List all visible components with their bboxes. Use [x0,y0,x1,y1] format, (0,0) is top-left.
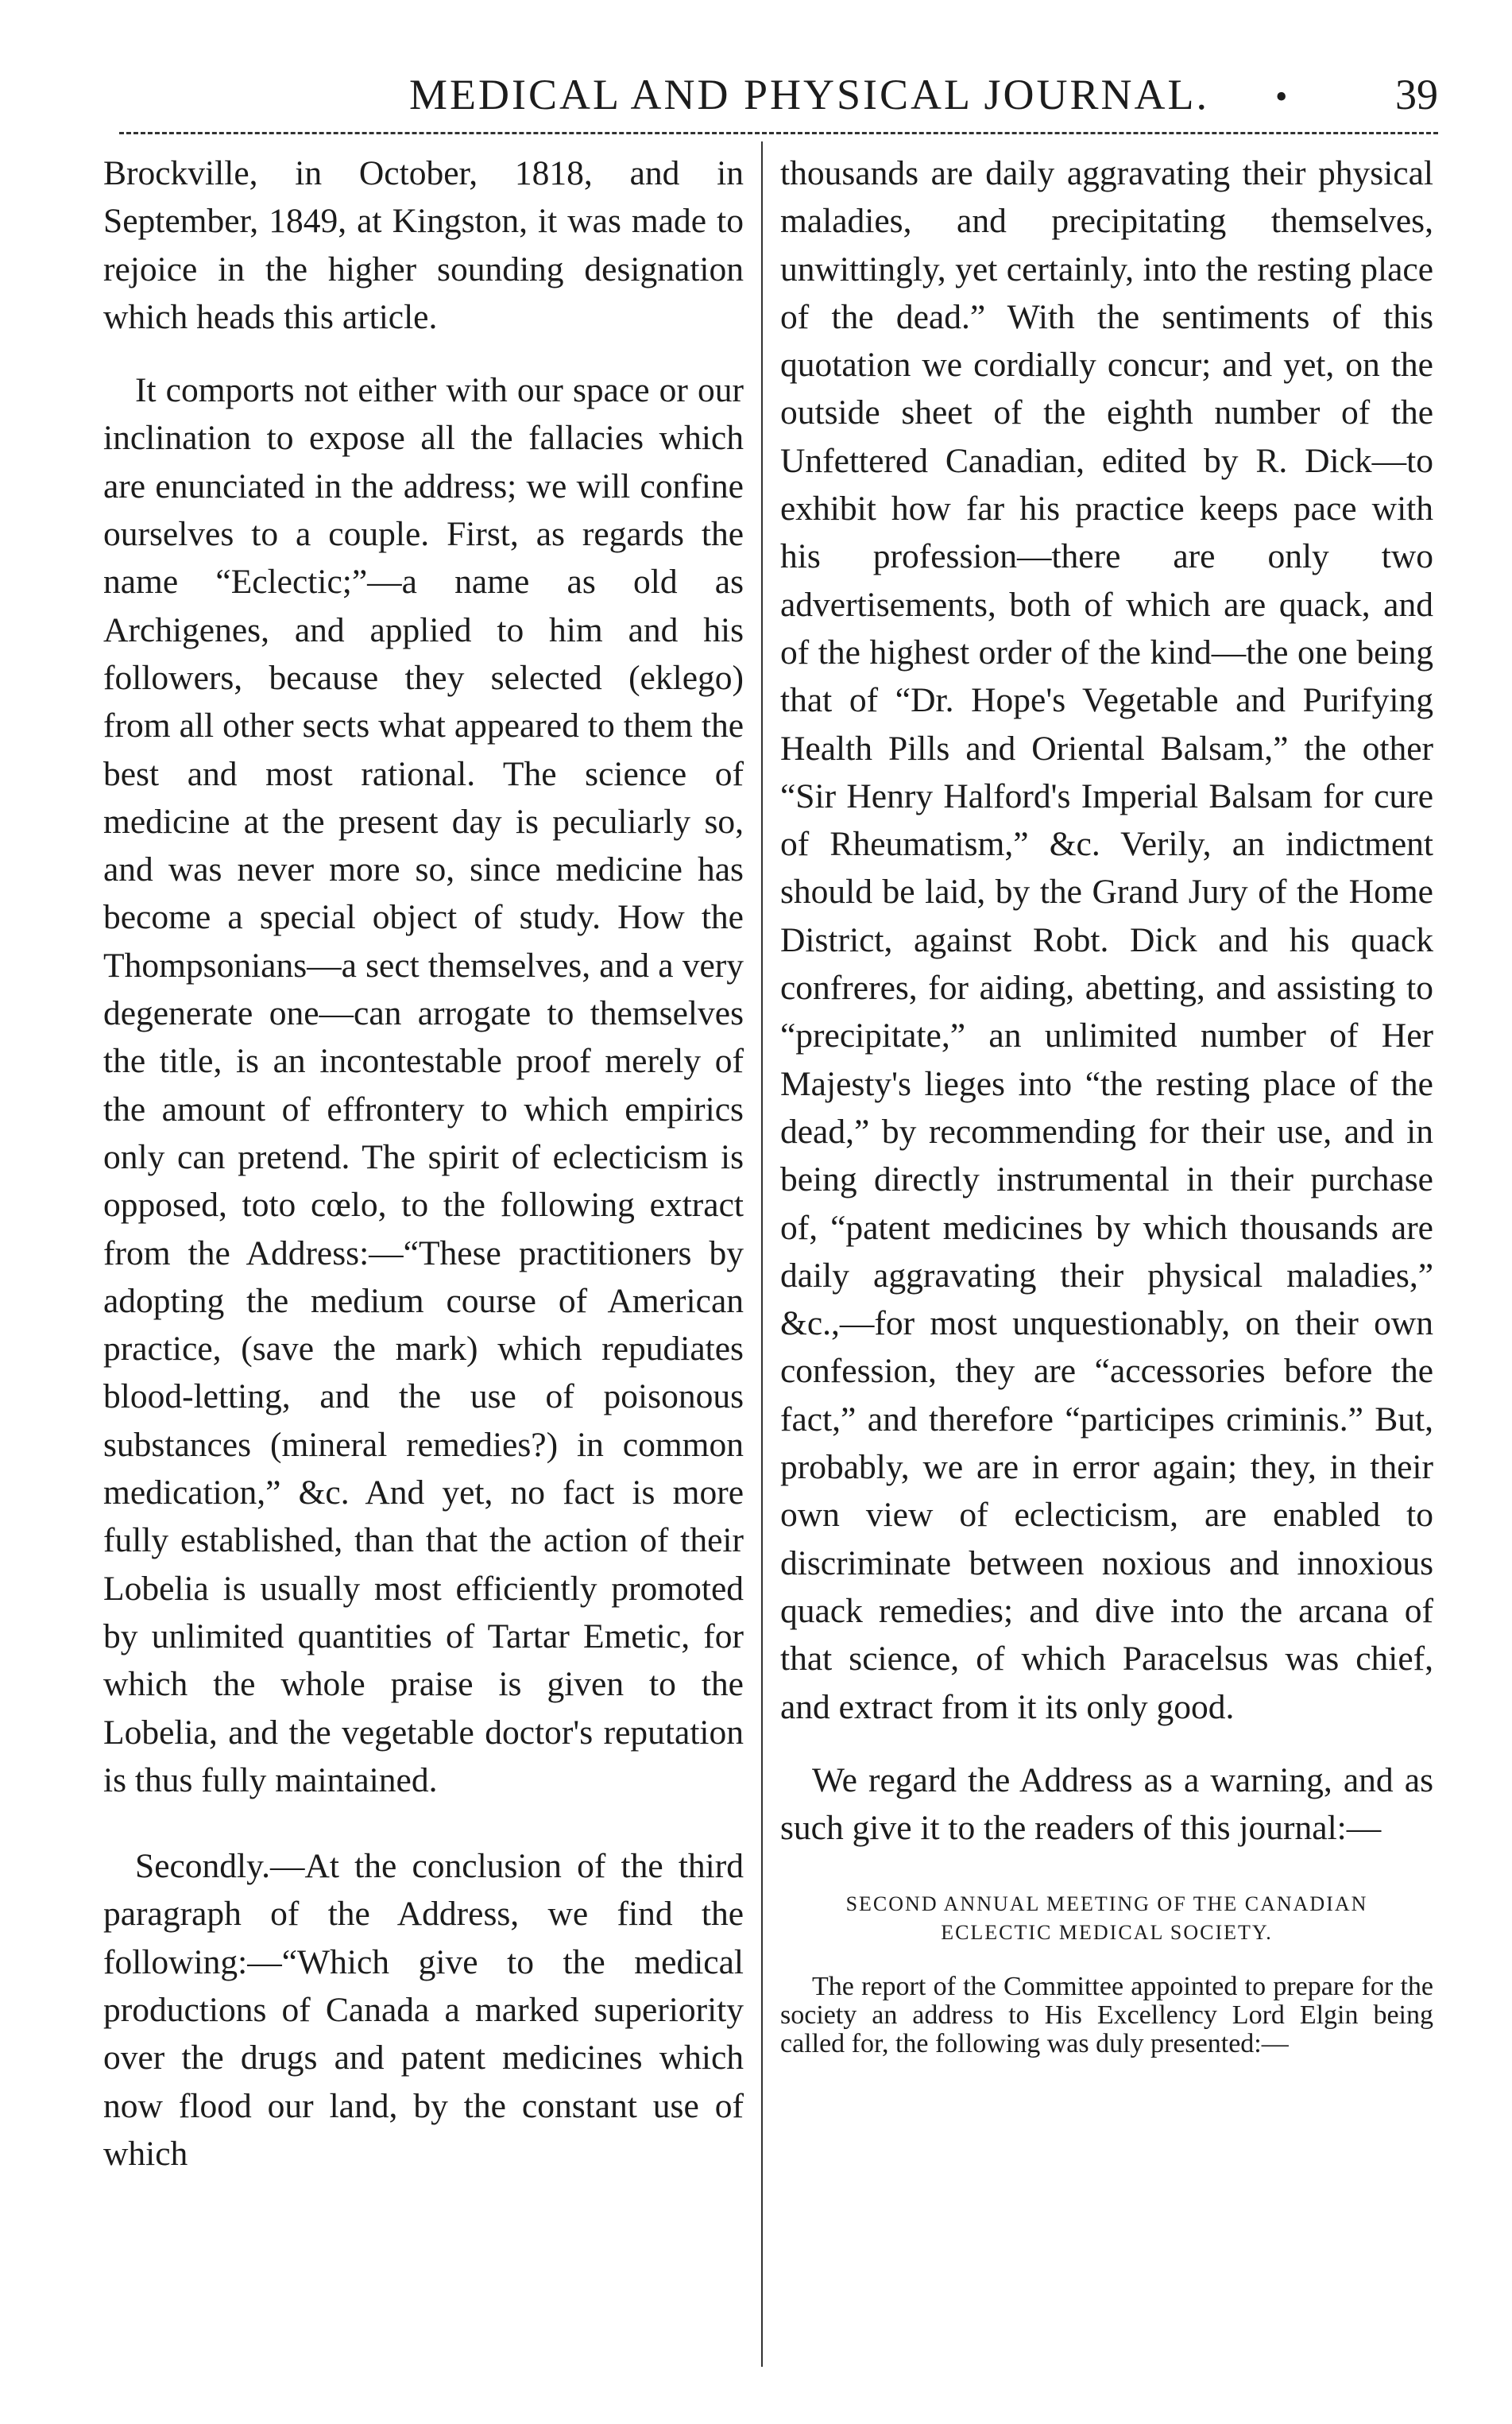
running-title: MEDICAL AND PHYSICAL JOURNAL. [409,71,1210,118]
paragraph-gap [780,1852,1433,1890]
column-divider [761,141,763,2367]
header-bullet: • [1275,77,1288,116]
page-header [119,70,1438,134]
right-column [780,149,1433,2058]
section-heading-line-2: ECLECTIC MEDICAL SOCIETY. [941,1921,1273,1945]
right-paragraph-3: The report of the Committee appointed to prepare for the society an address to His Excellency Lord Elgin being called for, the following was duly presented:— [780,1972,1433,2059]
paragraph-gap [103,341,744,366]
paragraph-gap [780,1731,1433,1756]
left-paragraph-3: Secondly.—At the conclusion of the third paragraph of the Address, we find the following:—“Which give to the medical productions of Canada a marked superiority over the drugs and patent medicines which now flood our land, by the constant use of which [103,1847,744,2173]
left-column [103,149,744,2178]
left-paragraph-1: Brockville, in October, 1818, and in September, 1849, at Kingston, it was made to rejoice in the higher sounding designation which heads this article. [103,154,744,336]
page-number: 39 [1395,71,1438,118]
right-paragraph-2: We regard the Address as a warning, and as such give it to the readers of this journal:— [780,1760,1433,1848]
paragraph-gap [780,1947,1433,1973]
header-rule [119,132,1438,134]
right-paragraph-1: thousands are daily aggravating their physical maladies, and precipitating themselves, unwittingly, yet certainly, into the resting place of the dead.” With the sentiments of this quotation we cordially concur; and yet, on the outside sheet of the eighth number of the Unfettered Canadian, edited by R. Dick—to exhibit how far his practice keeps pace with his profession—there are only two advertisements, both of which are quack, and of the highest order of the kind—the one being that of “Dr. Hope's Vegetable and Purifying Health Pills and Oriental Balsam,” the other “Sir Henry Halford's Imperial Balsam for cure of Rheumatism,” &c. Verily, an indictment should be laid, by the Grand Jury of the Home District, against Robt. Dick and his quack confreres, for aiding, abetting, and assisting to “precipitate,” an unlimited number of Her Majesty's lieges into “the resting place of the dead,” by recommending for their use, and in being directly instrumental in their purchase of, “patent medicines by which thousands are daily aggravating their physical maladies,” &c.,—for most unquestionably, on their own confession, they are “accessories before the fact,” and therefore “participes criminis.” But, probably, we are in error again; they, in their own view of eclecticism, are enabled to discriminate between noxious and innoxious quack remedies; and dive into the arcana of that science, of which Paracelsus was chief, and extract from it its only good. [780,154,1433,1726]
left-paragraph-2: It comports not either with our space or our inclination to expose all the fallacies which are enunciated in the address; we will confine ourselves to a couple. First, as regards the name “Eclectic;”—a name as old as Archigenes, and applied to him and his followers, because they selected (eklego) from all other sects what appeared to them the best and most rational. The science of medicine at the present day is peculiarly so, and was never more so, since medicine has become a special object of study. How the Thompsonians—a sect themselves, and a very degenerate one—can arrogate to themselves the title, is an incontestable proof merely of the amount of effrontery to which empirics only can pretend. The spirit of eclecticism is opposed, toto cœlo, to the following extract from the Address:—“These practitioners by adopting the medium course of American practice, (save the mark) which repudiates blood-letting, and the use of poisonous substances (mineral remedies?) in common medication,” &c. And yet, no fact is more fully established, than that the action of their Lobelia is usually most efficiently promoted by unlimited quantities of Tartar Emetic, for which the whole praise is given to the Lobelia, and the vegetable doctor's reputation is thus fully maintained. [103,371,744,1799]
section-heading-line-1: SECOND ANNUAL MEETING OF THE CANADIAN [845,1892,1368,1916]
paragraph-gap [103,1804,744,1842]
